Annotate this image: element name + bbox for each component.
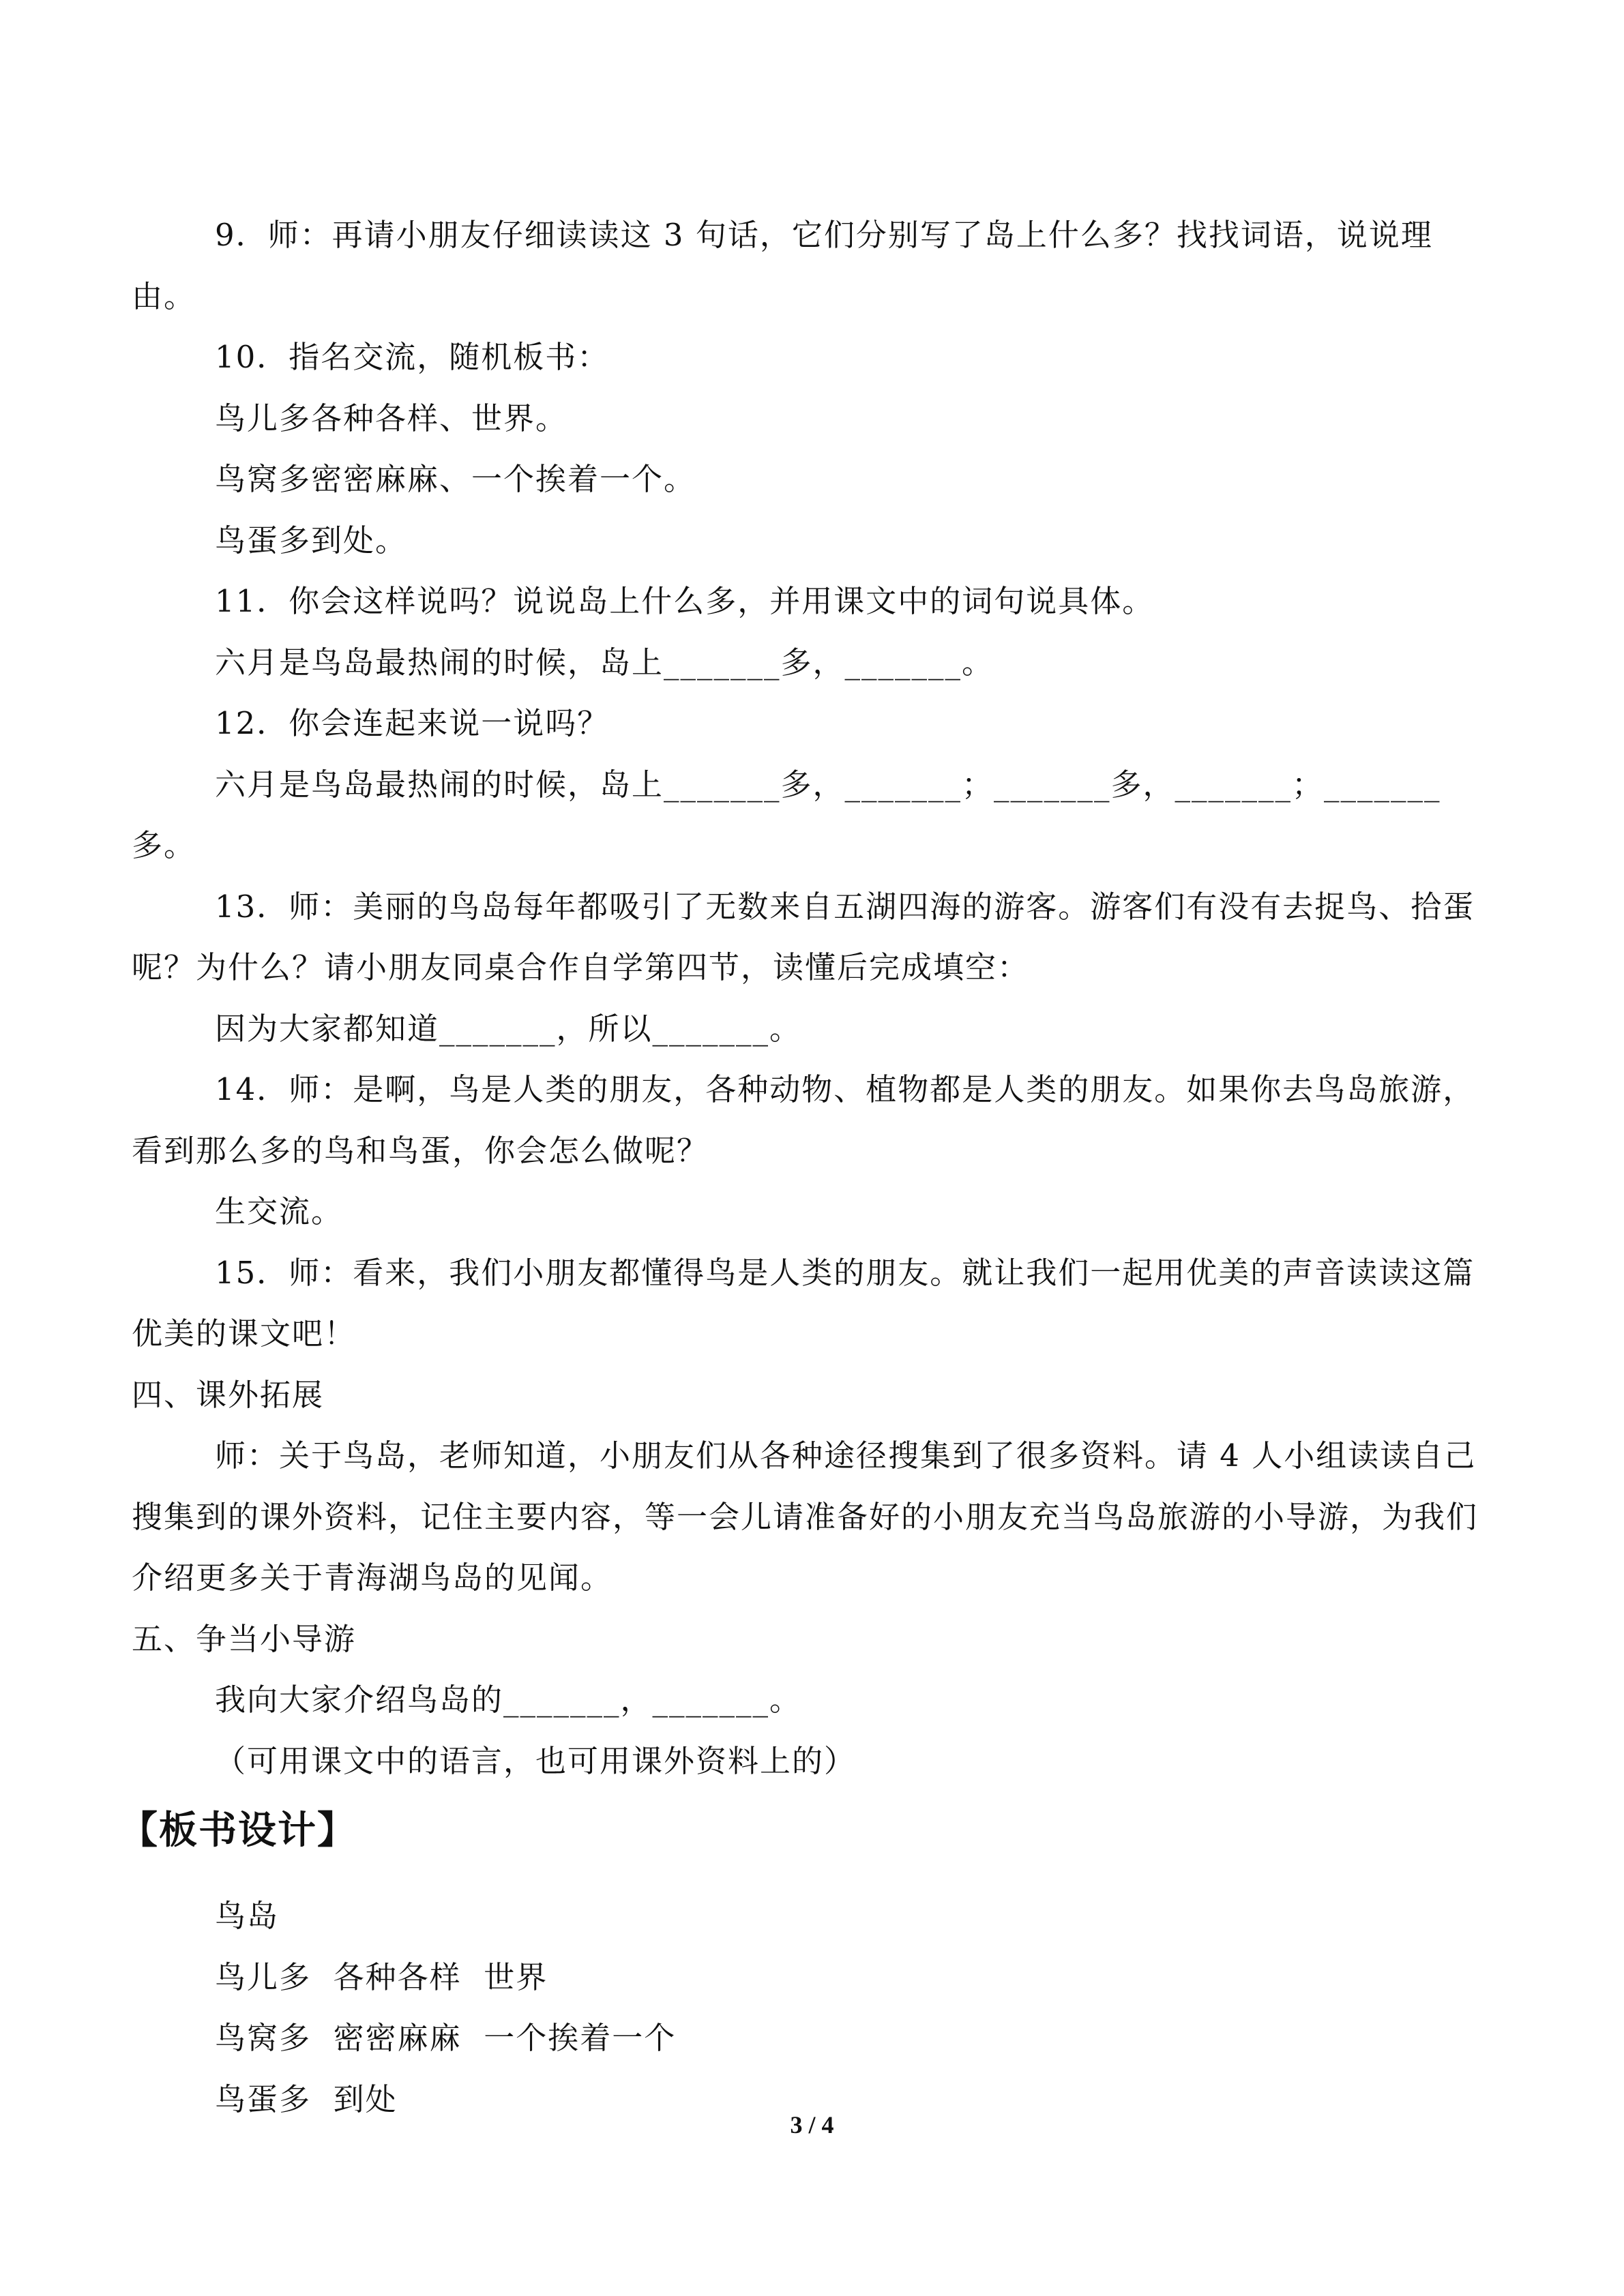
paragraph-step-12: 12．你会连起来说一说吗？ [215,705,610,741]
paragraph-student-exchange: 生交流。 [215,1193,344,1229]
paragraph-fill-blank-2: 六月是鸟岛最热闹的时候，岛上_______多，_______；_______多，_______；_______多。 [132,766,1441,863]
board-line-eggs: 鸟蛋多 到处 [215,2081,398,2117]
section-4-text: 师：关于鸟岛，老师知道，小朋友们从各种途径搜集到了很多资料。请 4 人小组读读自己搜集到的课外资料，记住主要内容，等一会儿请准备好的小朋友充当鸟岛旅游的小导游，为我们介绍更多关于青海湖鸟岛的见闻。 [132,1437,1479,1596]
section-5-title: 五、争当小导游 [132,1620,357,1657]
document-body [119,205,1489,2130]
board-line-nests: 鸟窝多 密密麻麻 一个挨着一个 [215,2020,677,2056]
page-number: 3 / 4 [790,2111,834,2138]
paragraph-fill-blank-3: 因为大家都知道_______，所以_______。 [215,1010,802,1047]
section-5-line-2: （可用课文中的语言，也可用课外资料上的） [215,1742,857,1779]
board-line-birds: 鸟儿多 各种各样 世界 [215,1958,548,1995]
paragraph-step-11: 11．你会这样说吗？说说岛上什么多，并用课文中的词句说具体。 [215,583,1155,619]
paragraph-step-13: 13．师：美丽的鸟岛每年都吸引了无数来自五湖四海的游客。游客们有没有去捉鸟、拾蛋呢？为什么？请小朋友同桌合作自学第四节，读懂后完成填空： [132,888,1475,985]
paragraph-eggs-many: 鸟蛋多到处。 [215,522,408,558]
paragraph-step-14: 14．师：是啊，鸟是人类的朋友，各种动物、植物都是人类的朋友。如果你去鸟岛旅游，看到那么多的鸟和鸟蛋，你会怎么做呢？ [132,1071,1475,1169]
section-4-title: 四、课外拓展 [132,1376,325,1413]
board-design [132,1885,1489,2130]
board-design-heading: 【板书设计】 [119,1808,357,1853]
board-line-title: 鸟岛 [215,1898,280,1934]
section-5-line-1: 我向大家介绍鸟岛的_______，_______。 [215,1682,802,1718]
paragraph-step-10: 10．指名交流，随机板书： [215,339,610,375]
paragraph-nests-many: 鸟窝多密密麻麻、一个挨着一个。 [215,461,696,497]
paragraph-step-9: 9．师：再请小朋友仔细读读这 3 句话，它们分别写了岛上什么多？找找词语，说说理由。 [132,217,1433,314]
paragraph-step-15: 15．师：看来，我们小朋友都懂得鸟是人类的朋友。就让我们一起用优美的声音读读这篇优美的课文吧！ [132,1254,1475,1352]
paragraph-birds-many: 鸟儿多各种各样、世界。 [215,400,568,436]
paragraph-fill-blank-1: 六月是鸟岛最热闹的时候，岛上_______多，_______。 [215,644,994,681]
